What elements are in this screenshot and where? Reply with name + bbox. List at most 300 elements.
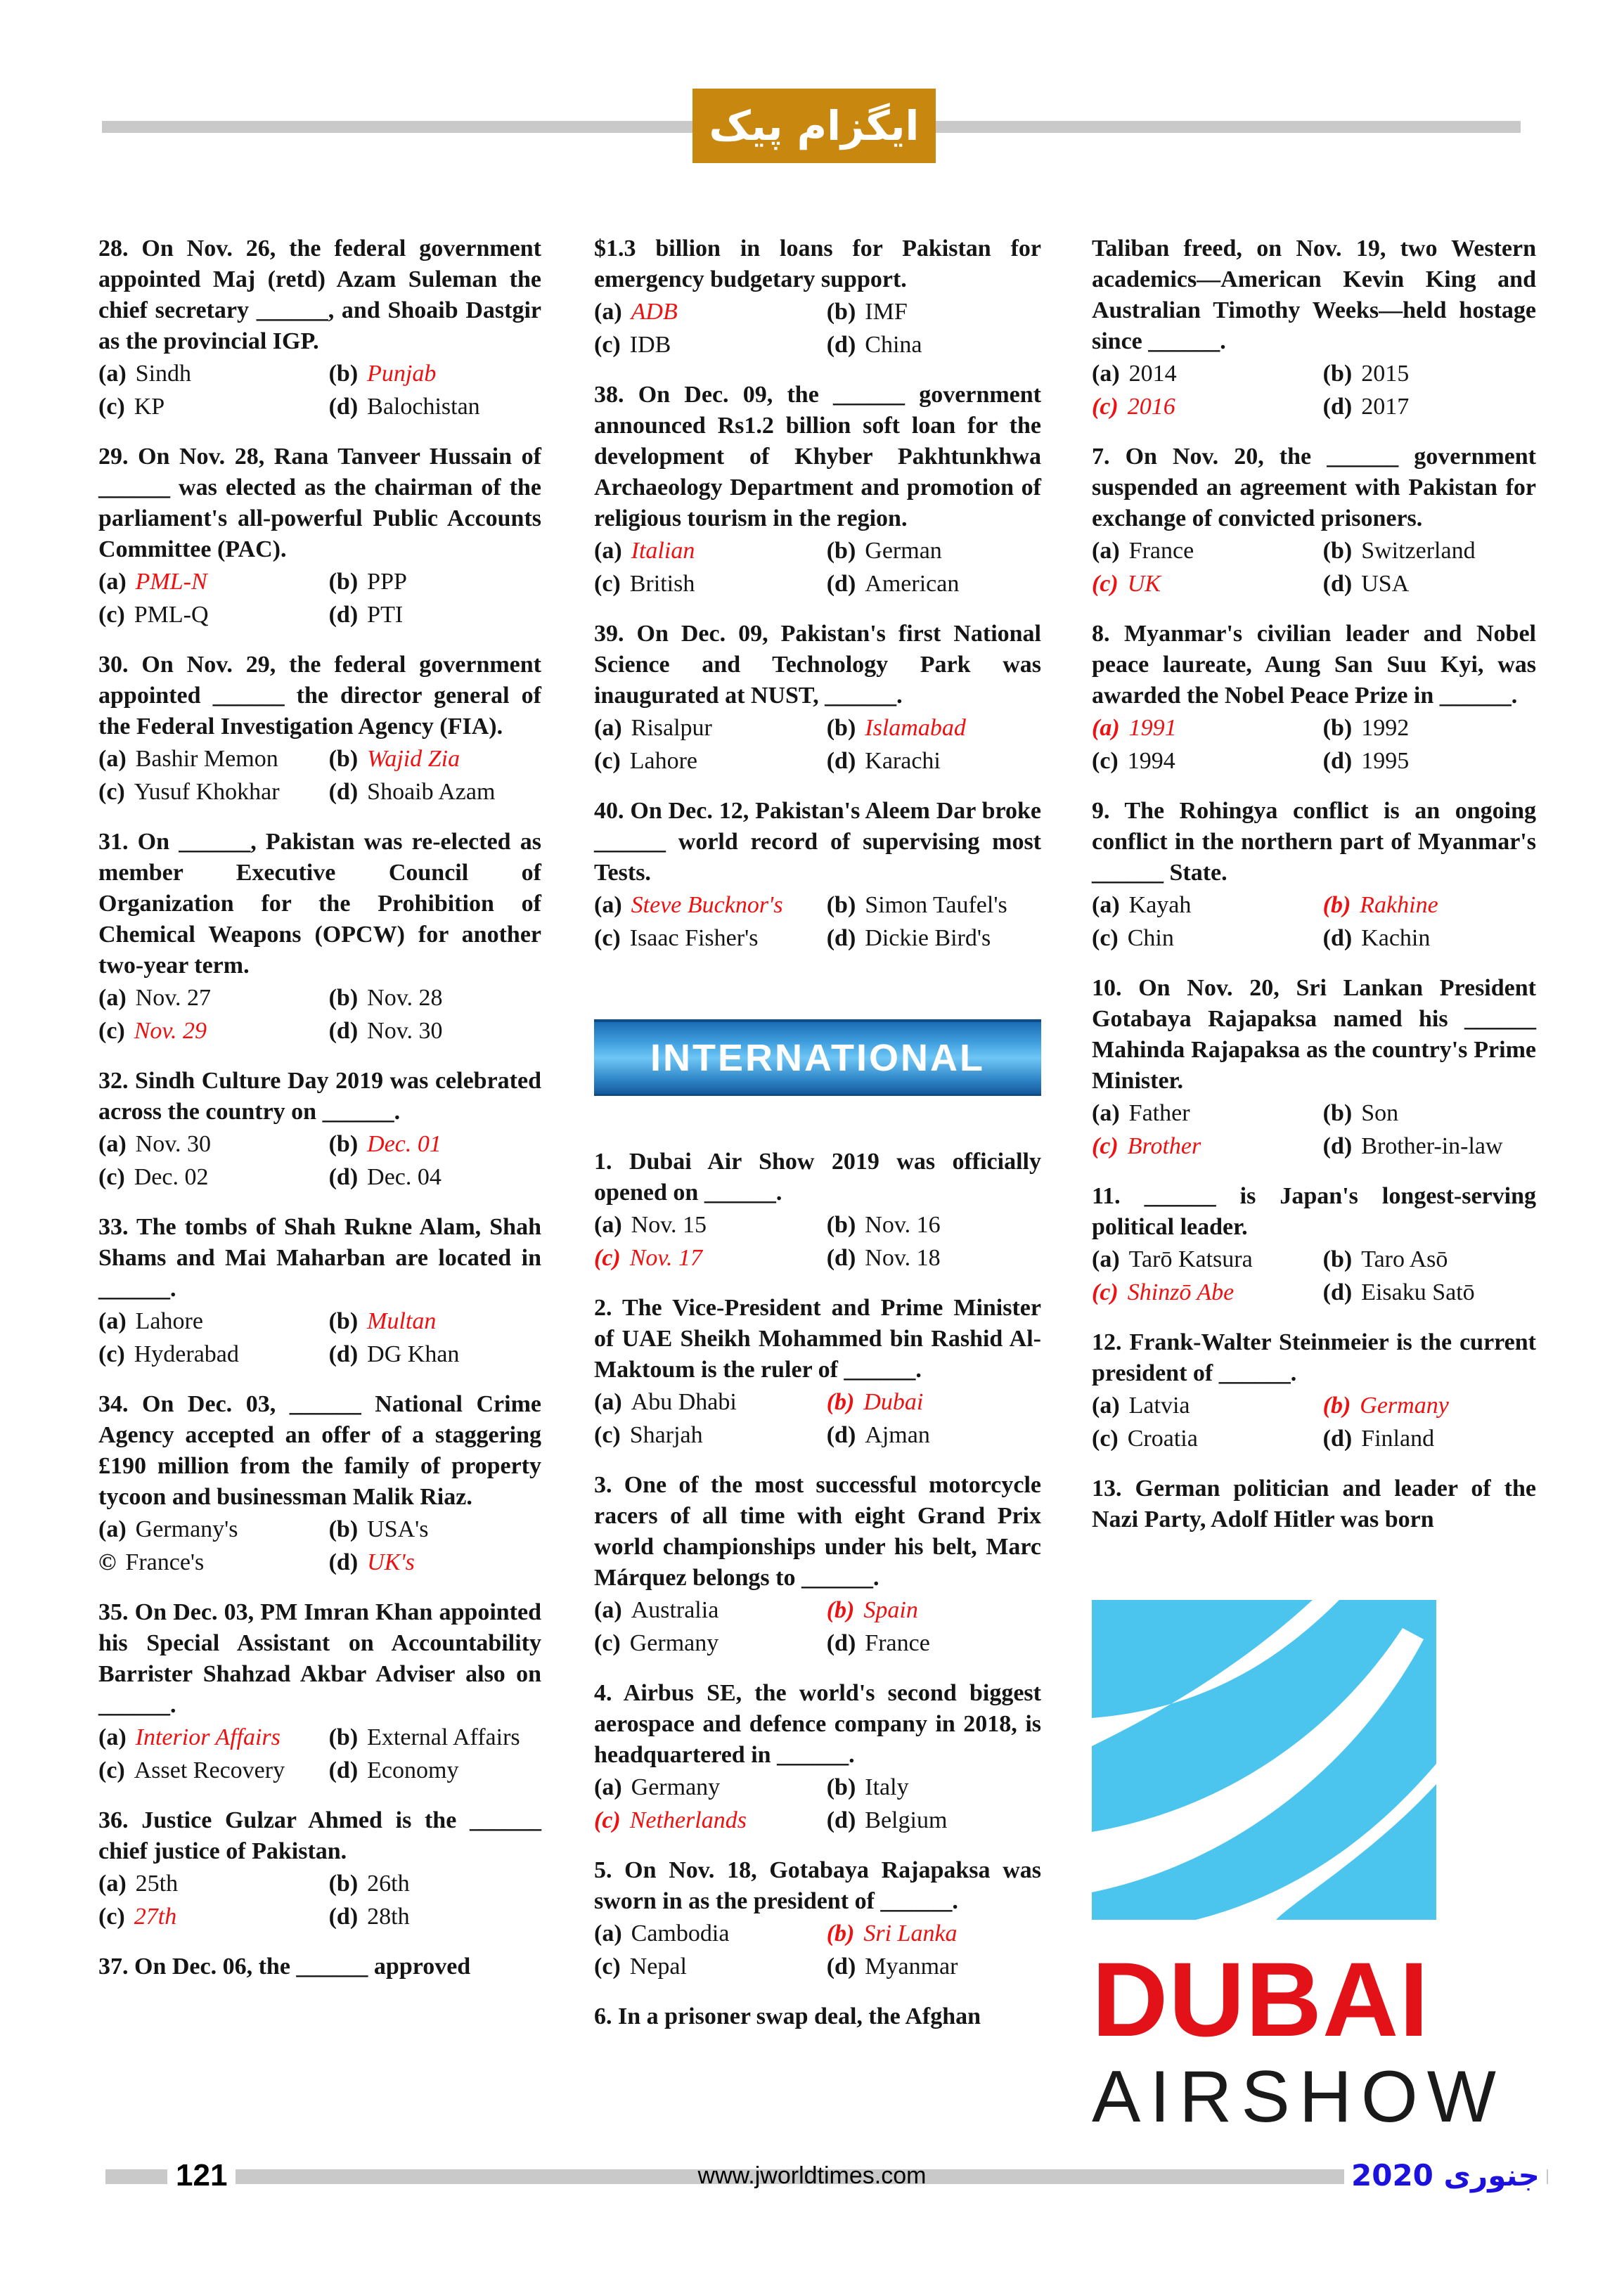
options-row <box>594 1804 1041 1837</box>
section-banner-international <box>594 1019 1041 1096</box>
option <box>98 742 329 775</box>
option <box>594 922 827 955</box>
option <box>329 775 496 808</box>
option-value: Isaac Fisher's <box>629 925 759 951</box>
option-label: (d) <box>328 602 359 628</box>
option-value: German <box>865 538 942 564</box>
option <box>594 567 827 600</box>
option-label: (a) <box>594 1774 622 1800</box>
logo-title: DUBAI <box>1092 1940 1429 2058</box>
column-2 <box>594 233 1041 2051</box>
option-label: (c) <box>594 332 621 358</box>
option-value: Kachin <box>1361 925 1431 951</box>
option-label: (c) <box>594 571 621 597</box>
option-value: 1994 <box>1127 748 1175 774</box>
option <box>827 1208 941 1241</box>
option <box>1323 1097 1398 1130</box>
option-value: 2016 <box>1127 394 1175 420</box>
option-value: Hyderabad <box>134 1341 239 1367</box>
option <box>827 1386 924 1419</box>
option-value: Nov. 28 <box>367 985 443 1011</box>
option-label: (d) <box>826 1630 856 1656</box>
option-value: 1995 <box>1361 748 1410 774</box>
option-value: 27th <box>134 1904 177 1930</box>
option-value: Tarō Katsura <box>1128 1246 1253 1272</box>
question-text: $1.3 billion in loans for Pakistan for emergency budgetary support. <box>594 235 1041 292</box>
option-label: (d) <box>328 1757 359 1783</box>
option <box>827 711 966 744</box>
option <box>1092 1422 1323 1455</box>
options-row <box>98 1721 541 1754</box>
option-label: (b) <box>328 361 359 387</box>
question-text: 31. On ______, Pakistan was re-elected as member Executive Council of Organization for the Prohibition of Chemical Weapons (OPCW) for another two-year term. <box>98 829 541 979</box>
option-label: (a) <box>1092 1246 1120 1272</box>
options-row <box>594 1241 1041 1274</box>
option-label: (d) <box>1322 925 1353 951</box>
option-value: Dec. 02 <box>134 1164 209 1190</box>
options-row <box>594 328 1041 361</box>
option-value: Steve Bucknor's <box>631 892 783 918</box>
options-row <box>98 1338 541 1371</box>
question-text: 32. Sindh Culture Day 2019 was celebrated across the country on ______. <box>98 1068 541 1125</box>
question-text: 37. On Dec. 06, the ______ approved <box>98 1954 471 1980</box>
option-value: 2015 <box>1361 361 1410 387</box>
option <box>1092 744 1323 777</box>
option-label: (b) <box>328 1131 359 1157</box>
option <box>594 1208 827 1241</box>
option-value: Nov. 27 <box>135 985 212 1011</box>
option <box>98 390 329 423</box>
options-row <box>594 1917 1041 1950</box>
option <box>827 1419 930 1452</box>
option-value: France's <box>125 1549 205 1575</box>
options-row <box>1092 889 1536 922</box>
options-row <box>1092 744 1536 777</box>
option-value: KP <box>134 394 165 420</box>
option-value: Finland <box>1361 1426 1435 1452</box>
option <box>329 1867 410 1900</box>
options-row <box>98 1546 541 1579</box>
option <box>1323 390 1410 423</box>
footer-website: www.jworldtimes.com <box>697 2162 927 2189</box>
option <box>98 1014 329 1047</box>
question-text: 34. On Dec. 03, ______ National Crime Agency accepted an offer of a staggering £190 million from the family of property tycoon and businessman Malik Riaz. <box>98 1391 541 1510</box>
option-label: (a) <box>594 1920 622 1946</box>
option <box>329 1900 410 1933</box>
option-value: Asset Recovery <box>134 1757 285 1783</box>
option <box>594 889 827 922</box>
options-row <box>1092 1389 1536 1422</box>
option-value: Economy <box>367 1757 459 1783</box>
options-row <box>594 1419 1041 1452</box>
option-label: (a) <box>1092 538 1120 564</box>
option <box>1323 1276 1475 1309</box>
option <box>594 1419 827 1452</box>
option <box>594 1386 827 1419</box>
option-value: Nov. 29 <box>134 1018 207 1044</box>
option-label: (c) <box>98 1904 125 1930</box>
question-block <box>98 1212 541 1371</box>
option-value: British <box>629 571 695 597</box>
option-value: Interior Affairs <box>135 1724 281 1750</box>
question-text: 35. On Dec. 03, PM Imran Khan appointed his Special Assistant on Accountability Barrister Shahzad Akbar Adviser also on ______. <box>98 1599 541 1718</box>
option <box>594 295 827 328</box>
option-value: Italian <box>631 538 695 564</box>
option <box>827 1917 958 1950</box>
option <box>1092 534 1323 567</box>
question-block <box>98 1805 541 1933</box>
option-label: (b) <box>826 892 856 918</box>
options-row <box>1092 1243 1536 1276</box>
option-value: Risalpur <box>631 715 712 741</box>
option <box>329 1721 520 1754</box>
option-value: Myanmar <box>865 1954 958 1980</box>
option-label: (d) <box>328 1904 359 1930</box>
option-value: Abu Dhabi <box>631 1389 737 1415</box>
section-banner-label: INTERNATIONAL <box>650 1037 985 1079</box>
option-label: (d) <box>328 779 359 805</box>
option <box>98 357 329 390</box>
options-row <box>1092 357 1536 390</box>
options-row <box>98 1305 541 1338</box>
option-value: Lahore <box>629 748 698 774</box>
question-block <box>98 1066 541 1194</box>
option-value: 1992 <box>1361 715 1410 741</box>
option-label: (c) <box>98 602 125 628</box>
option-label: (c) <box>594 1954 621 1980</box>
option-label: (c) <box>594 1807 621 1833</box>
options-row <box>98 981 541 1014</box>
option-value: Latvia <box>1128 1393 1190 1419</box>
options-row <box>98 390 541 423</box>
option <box>1323 1389 1449 1422</box>
option-label: (b) <box>826 1212 856 1238</box>
option-value: 25th <box>135 1871 179 1897</box>
option <box>98 775 329 808</box>
option <box>594 1950 827 1983</box>
option-value: Netherlands <box>629 1807 747 1833</box>
question-text: 28. On Nov. 26, the federal government appointed Maj (retd) Azam Suleman the chief secretary ______, and Shoaib Dastgir as the provincial IGP. <box>98 235 541 354</box>
option <box>594 1241 827 1274</box>
question-text: 12. Frank-Walter Steinmeier is the current president of ______. <box>1092 1329 1536 1386</box>
question-text: 10. On Nov. 20, Sri Lankan President Gotabaya Rajapaksa named his ______ Mahinda Rajapaksa as the country's Prime Minister. <box>1092 975 1536 1094</box>
option-value: Wajid Zia <box>367 746 460 772</box>
question-block <box>98 441 541 631</box>
option <box>594 1594 827 1627</box>
option <box>827 1241 941 1274</box>
option-value: Brother-in-law <box>1361 1133 1503 1159</box>
option-label: (c) <box>594 1245 621 1271</box>
options-row <box>98 1754 541 1787</box>
question-text: 29. On Nov. 28, Rana Tanveer Hussain of ______ was elected as the chairman of the parliament's all-powerful Public Accounts Committee (PAC). <box>98 444 541 562</box>
option <box>827 889 1007 922</box>
option-label: © <box>98 1549 117 1575</box>
options-row <box>594 295 1041 328</box>
option-label: (a) <box>1092 715 1120 741</box>
footer-edition-date: جنوری 2020 <box>1344 2157 1547 2195</box>
option-value: Nepal <box>629 1954 687 1980</box>
option-value: Germany <box>1360 1393 1449 1419</box>
option-label: (b) <box>826 1389 855 1415</box>
option-value: DG Khan <box>367 1341 460 1367</box>
options-row <box>594 1386 1041 1419</box>
option <box>329 1014 443 1047</box>
question-block <box>594 1678 1041 1837</box>
option-label: (b) <box>328 1724 359 1750</box>
options-row <box>594 567 1041 600</box>
options-row <box>1092 1097 1536 1130</box>
option-label: (a) <box>1092 361 1120 387</box>
options-row <box>1092 534 1536 567</box>
option-label: (d) <box>1322 1279 1353 1305</box>
option <box>1092 889 1323 922</box>
option-label: (b) <box>328 985 359 1011</box>
option-label: (b) <box>1322 1393 1351 1419</box>
question-text: 38. On Dec. 09, the ______ government announced Rs1.2 billion soft loan for the development of Khyber Pakhtunkhwa Archaeology Department and promotion of religious tourism in the region. <box>594 382 1041 531</box>
option-label: (d) <box>1322 748 1353 774</box>
option <box>827 1627 930 1660</box>
option <box>329 1338 460 1371</box>
options-row <box>594 1594 1041 1627</box>
option <box>1092 922 1323 955</box>
option-value: France <box>865 1630 930 1656</box>
option-value: IMF <box>865 299 908 325</box>
option-value: Rakhine <box>1360 892 1438 918</box>
question-block <box>594 1470 1041 1660</box>
option-value: Shinzō Abe <box>1127 1279 1235 1305</box>
option-value: Father <box>1128 1100 1190 1126</box>
question-text: 5. On Nov. 18, Gotabaya Rajapaksa was sworn in as the president of ______. <box>594 1857 1041 1914</box>
option-value: Balochistan <box>367 394 480 420</box>
options-row <box>594 534 1041 567</box>
option-value: IDB <box>629 332 671 358</box>
option-label: (d) <box>1322 394 1353 420</box>
option <box>1092 390 1323 423</box>
options-row <box>594 1627 1041 1660</box>
option-value: Germany <box>631 1774 721 1800</box>
option-value: PML-Q <box>134 602 209 628</box>
option-label: (d) <box>328 394 359 420</box>
options-row <box>594 1771 1041 1804</box>
question-block <box>594 1855 1041 1983</box>
option-value: Dubai <box>863 1389 924 1415</box>
option <box>827 922 991 955</box>
option <box>594 1917 827 1950</box>
option-label: (d) <box>826 925 856 951</box>
option <box>827 1950 958 1983</box>
option-value: Australia <box>631 1597 719 1623</box>
question-text: 7. On Nov. 20, the ______ government suspended an agreement with Pakistan for exchange of convicted prisoners. <box>1092 444 1536 531</box>
option-value: Taro Asō <box>1361 1246 1448 1272</box>
option <box>1323 744 1410 777</box>
option-value: France <box>1128 538 1194 564</box>
option <box>98 1128 329 1161</box>
option-label: (d) <box>826 1245 856 1271</box>
option <box>1323 1130 1503 1163</box>
option <box>329 1305 437 1338</box>
option-label: (b) <box>826 715 856 741</box>
option <box>98 1900 329 1933</box>
option <box>329 742 460 775</box>
option-label: (a) <box>98 985 127 1011</box>
question-block <box>1092 1327 1536 1455</box>
option-value: 1991 <box>1128 715 1177 741</box>
option-value: Sharjah <box>629 1422 703 1448</box>
option-value: Sindh <box>135 361 192 387</box>
option-value: Yusuf Khokhar <box>134 779 280 805</box>
option-label: (c) <box>1092 925 1119 951</box>
option-value: American <box>865 571 960 597</box>
option <box>329 357 437 390</box>
option-value: UK's <box>367 1549 415 1575</box>
question-text: 33. The tombs of Shah Rukne Alam, Shah Shams and Mai Maharban are located in ______. <box>98 1214 541 1302</box>
option <box>329 565 407 598</box>
option-value: USA <box>1361 571 1410 597</box>
option-value: Dickie Bird's <box>865 925 991 951</box>
question-continuation <box>1092 233 1536 423</box>
option-value: Nov. 15 <box>631 1212 707 1238</box>
option-value: China <box>865 332 922 358</box>
option-label: (b) <box>1322 715 1353 741</box>
option-label: (d) <box>826 748 856 774</box>
option-label: (d) <box>328 1549 359 1575</box>
question-text: 2. The Vice-President and Prime Minister of UAE Sheikh Mohammed bin Rashid Al-Maktoum is the ruler of ______. <box>594 1295 1041 1383</box>
question-block <box>594 1293 1041 1452</box>
option-label: (a) <box>98 1871 127 1897</box>
option <box>594 1804 827 1837</box>
option <box>1092 1276 1323 1309</box>
options-row <box>594 711 1041 744</box>
option <box>827 567 960 600</box>
option <box>1092 711 1323 744</box>
question-block <box>98 1597 541 1787</box>
question-text: 39. On Dec. 09, Pakistan's first National Science and Technology Park was inaugurated at NUST, ______. <box>594 621 1041 709</box>
question-text: 8. Myanmar's civilian leader and Nobel peace laureate, Aung San Suu Kyi, was awarded the Nobel Peace Prize in ______. <box>1092 621 1536 709</box>
option-value: PPP <box>367 569 407 595</box>
option-label: (d) <box>1322 1426 1353 1452</box>
option-value: Germany <box>629 1630 719 1656</box>
option-label: (b) <box>328 569 359 595</box>
option-label: (d) <box>328 1018 359 1044</box>
option-label: (b) <box>826 299 856 325</box>
option-label: (c) <box>594 1422 621 1448</box>
options-row <box>594 1950 1041 1983</box>
option <box>1323 1422 1434 1455</box>
option-value: 2014 <box>1128 361 1177 387</box>
options-row <box>98 1128 541 1161</box>
question-block <box>594 1147 1041 1274</box>
option-value: Chin <box>1127 925 1174 951</box>
question-block <box>98 1951 541 1982</box>
question-text: 6. In a prisoner swap deal, the Afghan <box>594 2003 981 2029</box>
option <box>98 1546 329 1579</box>
option-label: (b) <box>1322 538 1353 564</box>
option-value: Bashir Memon <box>135 746 278 772</box>
option-label: (b) <box>1322 1100 1353 1126</box>
option-label: (c) <box>1092 1426 1119 1452</box>
option <box>827 1594 918 1627</box>
exam-pack-badge <box>692 89 936 163</box>
option-label: (c) <box>594 925 621 951</box>
option <box>98 1305 329 1338</box>
option-label: (b) <box>328 1308 359 1334</box>
option <box>1092 357 1323 390</box>
column-3 <box>1092 233 1536 2138</box>
question-continuation <box>594 233 1041 361</box>
option-label: (d) <box>328 1341 359 1367</box>
question-block <box>594 796 1041 955</box>
options-row <box>98 1014 541 1047</box>
option <box>1323 534 1476 567</box>
question-text: 9. The Rohingya conflict is an ongoing conflict in the northern part of Myanmar's ______ State. <box>1092 798 1536 886</box>
question-block <box>594 380 1041 600</box>
option-label: (c) <box>98 1164 125 1190</box>
option <box>1323 889 1438 922</box>
question-block <box>594 2001 1041 2032</box>
option-value: Nov. 17 <box>629 1245 702 1271</box>
option <box>827 744 941 777</box>
option-value: Croatia <box>1127 1426 1198 1452</box>
option <box>1092 1243 1323 1276</box>
option-label: (a) <box>594 299 622 325</box>
option-label: (d) <box>1322 1133 1353 1159</box>
option-value: ADB <box>631 299 678 325</box>
option <box>1323 711 1410 744</box>
option-value: Simon Taufel's <box>865 892 1007 918</box>
option-value: External Affairs <box>367 1724 520 1750</box>
option <box>329 1546 415 1579</box>
option-label: (a) <box>98 1516 127 1542</box>
option <box>1323 1243 1448 1276</box>
option <box>329 1161 442 1194</box>
option-value: PTI <box>367 602 404 628</box>
option <box>98 1867 329 1900</box>
option-label: (b) <box>1322 1246 1353 1272</box>
option-label: (d) <box>826 1807 856 1833</box>
option-label: (b) <box>328 1871 359 1897</box>
option-value: Nov. 16 <box>865 1212 941 1238</box>
option <box>98 598 329 631</box>
options-row <box>1092 711 1536 744</box>
option <box>98 981 329 1014</box>
option-label: (a) <box>1092 892 1120 918</box>
option-value: Brother <box>1127 1133 1201 1159</box>
option-label: (a) <box>594 715 622 741</box>
option <box>827 328 922 361</box>
option-value: Nov. 30 <box>135 1131 212 1157</box>
options-row <box>98 1513 541 1546</box>
option-label: (d) <box>1322 571 1353 597</box>
dubai-airshow-logo <box>1092 1600 1536 2138</box>
option-label: (b) <box>826 538 856 564</box>
option-value: Punjab <box>367 361 437 387</box>
option <box>594 1627 827 1660</box>
options-row <box>1092 1130 1536 1163</box>
option <box>98 1754 329 1787</box>
question-text: 36. Justice Gulzar Ahmed is the ______ chief justice of Pakistan. <box>98 1807 541 1864</box>
option-label: (c) <box>1092 748 1119 774</box>
option <box>1092 1130 1323 1163</box>
question-text: Taliban freed, on Nov. 19, two Western academics—American Kevin King and Australian Timothy Weeks—held hostage since ______. <box>1092 235 1536 354</box>
question-block <box>1092 619 1536 777</box>
option <box>98 565 329 598</box>
question-text: 3. One of the most successful motorcycle racers of all time with eight Grand Prix world championships under his belt, Marc Márquez belongs to ______. <box>594 1472 1041 1591</box>
option-label: (a) <box>98 1308 127 1334</box>
option-value: Spain <box>863 1597 918 1623</box>
option-label: (d) <box>826 332 856 358</box>
option-value: 2017 <box>1361 394 1410 420</box>
option-value: Karachi <box>865 748 941 774</box>
